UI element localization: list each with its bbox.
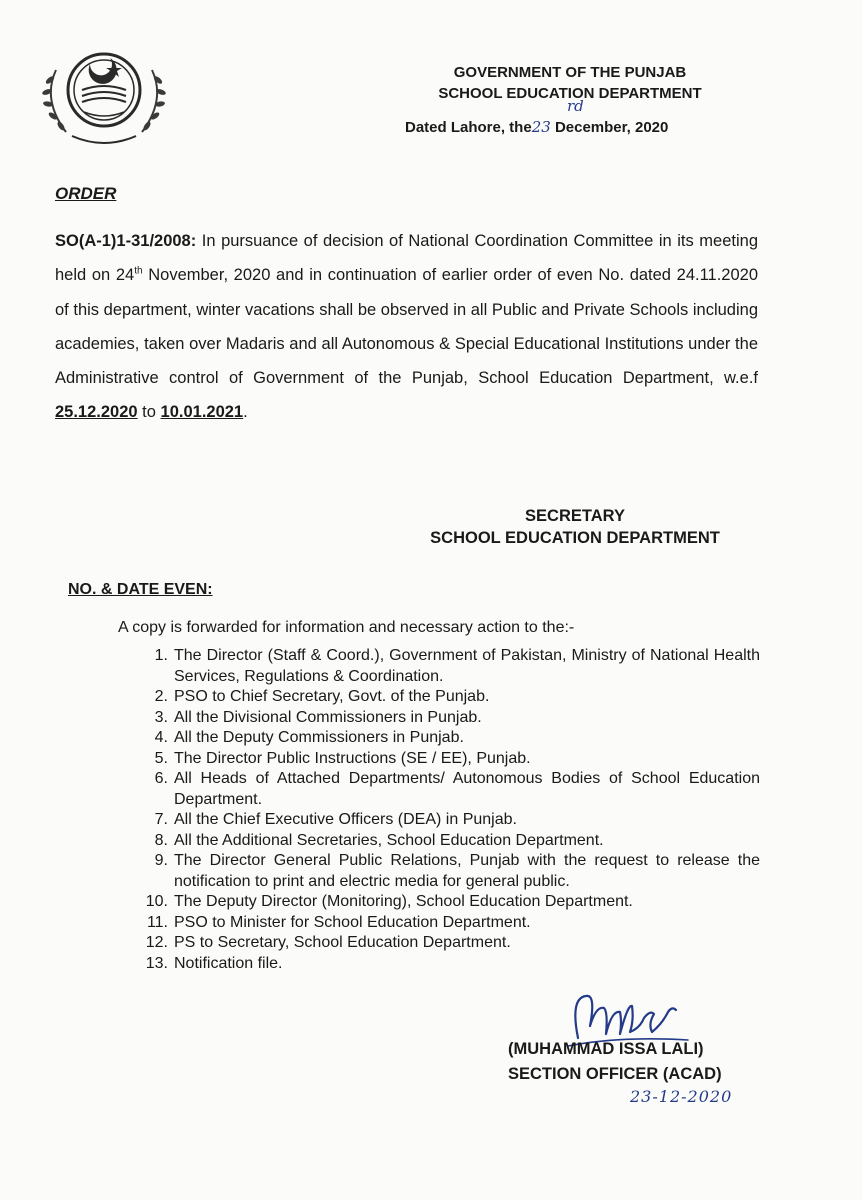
distribution-item bbox=[128, 851, 760, 892]
distribution-item-number: 7. bbox=[154, 811, 168, 828]
order-text-part1: In pursuance of decision of National Coordination Committee in its meeting held on 24 bbox=[55, 232, 758, 285]
distribution-item-text: All the Deputy Commissioners in Punjab. bbox=[174, 729, 464, 746]
distribution-item bbox=[128, 933, 760, 954]
distribution-heading: NO. & DATE EVEN: bbox=[68, 581, 213, 598]
secretary-signatory bbox=[395, 505, 755, 549]
distribution-item-text: PS to Secretary, School Education Department. bbox=[174, 934, 511, 951]
distribution-item-text: The Director General Public Relations, Punjab with the request to release the notification to print and electric media for general public. bbox=[174, 852, 760, 890]
signatory-department: SCHOOL EDUCATION DEPARTMENT bbox=[430, 529, 720, 547]
distribution-item-text: All the Additional Secretaries, School Education Department. bbox=[174, 831, 604, 849]
department-title: SCHOOL EDUCATION DEPARTMENT bbox=[438, 85, 702, 102]
distribution-item-number: 8. bbox=[154, 831, 168, 849]
distribution-item-number: 3. bbox=[154, 708, 168, 726]
punjab-government-emblem-icon bbox=[38, 40, 170, 150]
order-text-end: . bbox=[243, 403, 248, 422]
handwritten-day: 23 bbox=[531, 118, 551, 136]
distribution-item-text: The Director (Staff & Coord.), Government of Pakistan, Ministry of National Health Services, Regulations & Coordination. bbox=[174, 647, 760, 685]
distribution-item-number: 2. bbox=[154, 688, 168, 705]
vacation-end-date: 10.01.2021 bbox=[160, 403, 244, 422]
dated-line bbox=[405, 97, 669, 136]
distribution-item bbox=[128, 646, 760, 687]
distribution-item bbox=[128, 769, 760, 810]
distribution-item-number: 1. bbox=[154, 647, 168, 664]
distribution-intro: A copy is forwarded for information and necessary action to the:- bbox=[118, 619, 575, 636]
order-heading: ORDER bbox=[55, 184, 117, 203]
distribution-item-number: 9. bbox=[154, 852, 168, 869]
distribution-item bbox=[128, 687, 760, 708]
distribution-list bbox=[128, 646, 760, 974]
order-text-superscript: th bbox=[134, 265, 143, 277]
order-reference: SO(A-1)1-31/2008: bbox=[55, 232, 197, 250]
distribution-item-number: 12. bbox=[145, 934, 168, 951]
distribution-item-number: 5. bbox=[154, 749, 168, 767]
distribution-item-text: The Director Public Instructions (SE / EE), Punjab. bbox=[174, 749, 531, 767]
distribution-item-text: All the Divisional Commissioners in Punjab. bbox=[174, 708, 482, 726]
distribution-item-text: PSO to Minister for School Education Department. bbox=[174, 913, 531, 931]
distribution-item bbox=[128, 728, 760, 749]
distribution-item-text: PSO to Chief Secretary, Govt. of the Punjab. bbox=[174, 688, 490, 705]
dated-suffix: December, 2020 bbox=[550, 119, 669, 136]
vacation-start-date: 25.12.2020 bbox=[55, 403, 138, 422]
order-text-part3: to bbox=[137, 403, 161, 422]
distribution-item-number: 11. bbox=[146, 913, 168, 931]
order-paragraph bbox=[55, 224, 758, 430]
distribution-item bbox=[128, 892, 760, 913]
distribution-item-text: All Heads of Attached Departments/ Autonomous Bodies of School Education Department. bbox=[174, 770, 760, 808]
distribution-item-number: 13. bbox=[145, 954, 168, 972]
officer-name: (MUHAMMAD ISSA LALI) bbox=[508, 1040, 704, 1058]
distribution-item bbox=[128, 913, 760, 934]
distribution-item bbox=[128, 831, 760, 852]
distribution-item bbox=[128, 708, 760, 729]
distribution-item-number: 4. bbox=[154, 729, 168, 746]
handwritten-sign-date: 23-12-2020 bbox=[630, 1087, 733, 1106]
distribution-item-number: 10. bbox=[145, 893, 168, 910]
distribution-item-number: 6. bbox=[154, 770, 168, 787]
dated-prefix: Dated Lahore, the bbox=[405, 119, 532, 136]
officer-designation: SECTION OFFICER (ACAD) bbox=[508, 1065, 722, 1083]
distribution-item-text: Notification file. bbox=[174, 954, 283, 972]
distribution-item-text: The Deputy Director (Monitoring), School Education Department. bbox=[174, 893, 633, 910]
distribution-item bbox=[128, 954, 760, 975]
distribution-item-text: All the Chief Executive Officers (DEA) in Punjab. bbox=[174, 811, 517, 828]
handwritten-day-superscript: rd bbox=[567, 97, 584, 115]
government-title: GOVERNMENT OF THE PUNJAB bbox=[453, 64, 687, 81]
order-text-part2: November, 2020 and in continuation of earlier order of even No. dated 24.11.2020 of this department, winter vacations shall be observed in all Public and Private Schools including academies, taken over Madaris and all Autonomous & Special Educational Institutions under the Administrative control of Government of the Punjab, School Education Department, w.e.f bbox=[55, 266, 759, 388]
distribution-item bbox=[128, 749, 760, 770]
signatory-title: SECRETARY bbox=[525, 507, 625, 525]
distribution-item bbox=[128, 810, 760, 831]
